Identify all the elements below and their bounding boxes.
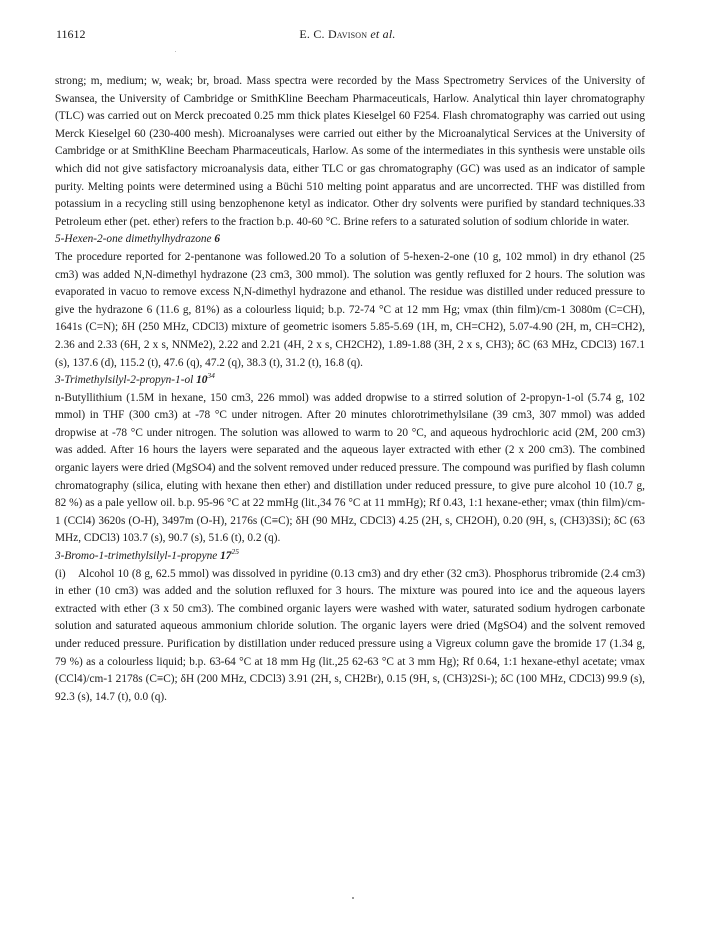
compound-number: 10 (196, 374, 208, 387)
step-text: Alcohol 10 (8 g, 62.5 mmol) was dissolved in pyridine (0.13 cm3) and dry ether (32 cm3). Phosphorus tribromide (2.4 cm3) in ether (10 cm3) was added and the solution refluxed for 3 hours. The mixture was poured into ice and the aqueous layers extracted with ether (3 x 50 cm3). The combined organic layers were washed with water, saturated sodium hydrogen carbonate solution and saturated aqueous ammonium chloride solution. The organic layers were dried (MgSO4) and the solvent removed under reduced pressure. Purification by distillation under reduced pressure using a Vigreux column gave the bromide 17 (1.34 g, 79 %) as a colourless liquid; b.p. 63-64 °C at 18 mm Hg (lit.,25 62-63 °C at 3 mm Hg); Rf 0.64, 1:1 hexane-ethyl acetate; νmax (CCl4)/cm-1 2178s (C≡C); δH (200 MHz, CDCl3) 3.91 (2H, s, CH2Br), 0.15 (9H, s, (CH3)2Si-); δC (100 MHz, CDCl3) 99.9 (s), 92.3 (s), 14.7 (t), 0.0 (q). (55, 567, 645, 703)
reference-number: 34 (207, 371, 215, 381)
procedure-hydrazone: The procedure reported for 2-pentanone was followed.20 To a solution of 5-hexen-2-one (10 g, 102 mmol) in dry ethanol (25 cm3) was added N,N-dimethyl hydrazone (23 cm3, 300 mmol). The solution was gently refluxed for 2 hours. The solution was evaporated in vacuo to remove excess N,N-dimethyl hydrazone and ethanol. The residue was distilled under reduced pressure to give the hydrazone 6 (11.6 g, 81%) as a colourless liquid; b.p. 72-74 °C at 12 mm Hg; νmax (thin film)/cm-1 3080m (C=CH), 1641s (C=N); δH (250 MHz, CDCl3) mixture of geometric isomers 5.85-5.69 (1H, m, CH=CH2), 5.07-4.90 (2H, m, CH=CH2), 2.36 and 2.33 (6H, 2 x s, NNMe2), 2.22 and 2.21 (4H, 2 x s, CH2CH2), 1.89-1.88 (3H, 2 x s, CH3); δC (63 MHz, CDCl3) 167.1 (s), 137.6 (d), 115.2 (t), 47.6 (q), 47.2 (q), 38.3 (t), 31.2 (t), 16.8 (q). (55, 250, 645, 369)
compound-heading-hydrazone (55, 231, 645, 249)
reference-number: 25 (231, 547, 239, 557)
intro-paragraph: strong; m, medium; w, weak; br, broad. Mass spectra were recorded by the Mass Spectrometry Services of the University of Swansea, the University of Cambridge or SmithKline Beecham Pharmaceuticals, Harlow. Analytical thin layer chromatography (TLC) was carried out on Merck precoated 0.25 mm thick plates Kieselgel 60 F254. Flash chromatography was carried out using Merck Kieselgel 60 (230-400 mesh). Microanalyses were carried out either by the Microanalytical Services at the University of Cambridge or at SmithKline Beecham Pharmaceuticals, Harlow. As some of the intermediates in this synthesis were unstable oils which did not give satisfactory microanalysis data, either TLC or gas chromatography (GC) was used as an indicator of sample purity. Melting points were determined using a Büchi 510 melting point apparatus and are uncorrected. THF was distilled from potassium in a recycling still using benzophenone ketyl as indicator. Other dry solvents were purified by standard techniques.33 Petroleum ether (pet. ether) refers to the fraction b.p. 40-60 °C. Brine refers to a saturated solution of sodium chloride in water. (55, 75, 645, 228)
procedure-alcohol: n-Butyllithium (1.5M in hexane, 150 cm3, 226 mmol) was added dropwise to a stirred solution of 2-propyn-1-ol (5.74 g, 102 mmol) in THF (300 cm3) at -78 °C under nitrogen. After 20 minutes chlorotrimethylsilane (39 cm3, 307 mmol) was added dropwise at -78 °C under nitrogen. The solution was allowed to warm to 20 °C, and aqueous hydrochloric acid (2M, 200 cm3) was added. After 16 hours the layers were separated and the aqueous layer extracted with ether (2 x 200 cm3). The combined organic layers were dried (MgSO4) and the solvent removed under reduced pressure. The compound was purified by flash column chromatography (silica, eluting with hexane then ether) and distillation under reduced pressure, to give pure alcohol 10 (10.7 g, 82 %) as a pale yellow oil. b.p. 95-96 °C at 22 mmHg (lit.,34 76 °C at 11 mmHg); Rf 0.43, 1:1 hexane-ether; νmax (thin film)/cm-1 (CCl4) 3620s (O-H), 3497m (O-H), 2176s (C≡C); δH (90 MHz, CDCl3) 4.25 (2H, s, CH2OH), 0.20 (9H, s, (CH3)3Si); δC (63 MHz, CDCl3) 103.7 (s), 90.7 (s), 51.6 (t), 0.2 (q). (55, 391, 645, 545)
compound-name: 3-Bromo-1-trimethylsilyl-1-propyne (55, 550, 218, 563)
page-number: 11612 (56, 27, 86, 41)
running-head (56, 27, 639, 42)
article-body (55, 73, 645, 706)
speck-mark (352, 897, 354, 899)
author-initials: E. C. (299, 27, 328, 41)
compound-name: 3-Trimethylsilyl-2-propyn-1-ol (55, 374, 194, 387)
compound-heading-bromide (55, 548, 645, 566)
step-label: (i) (55, 567, 66, 580)
speck-mark (175, 51, 176, 52)
compound-name: 5-Hexen-2-one dimethylhydrazone (55, 233, 212, 246)
compound-number: 17 (220, 550, 232, 563)
author-surname: Davison (327, 27, 368, 41)
compound-heading-alcohol (55, 372, 645, 390)
page-header (56, 27, 639, 45)
compound-number: 6 (214, 233, 221, 246)
procedure-bromide (55, 566, 645, 707)
author-etal: et al. (370, 27, 396, 41)
